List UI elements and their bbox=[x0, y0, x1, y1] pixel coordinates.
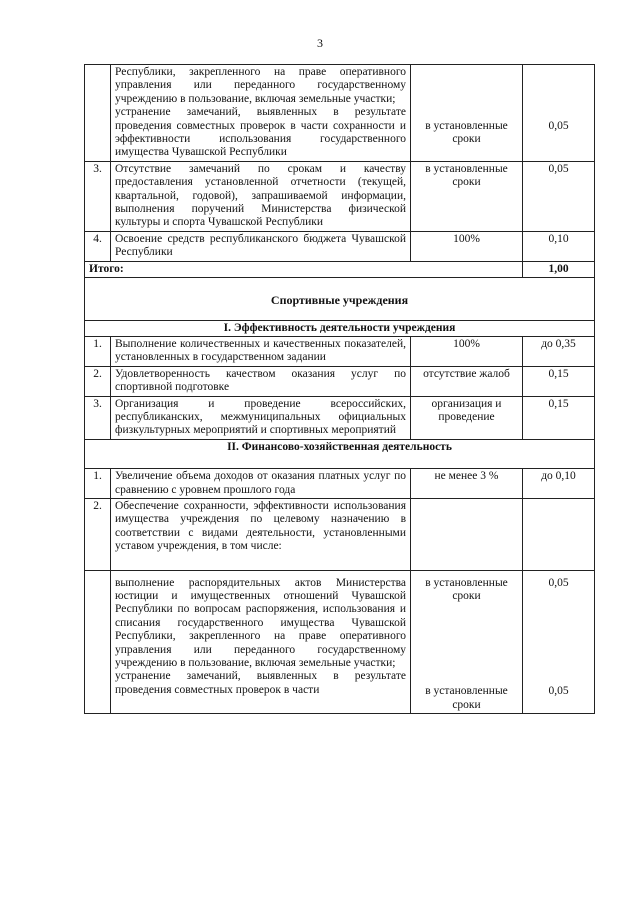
row-number: 2. bbox=[85, 498, 111, 570]
row-criterion bbox=[411, 570, 523, 714]
table-row bbox=[85, 65, 595, 162]
description-part: выполнение распорядительных актов Министерства юстиции и имущественных отношений Чувашской Республики по вопросам распоряжения, использования и списания государственного имущества Чувашской Республики, закрепленного на праве оперативного управления или переданного государственному учреждению в пользование, включая земельные участки; bbox=[115, 576, 406, 670]
weight-text: 0,05 bbox=[548, 576, 569, 589]
section-title-finance: II. Финансово-хозяйственная деятельность bbox=[85, 439, 595, 468]
row-description: Увеличение объема доходов от оказания платных услуг по сравнению с уровнем прошлого года bbox=[111, 469, 411, 499]
row-description: Организация и проведение всероссийских, республиканских, межмуниципальных официальных физкультурных мероприятий и спортивных мероприятий bbox=[111, 396, 411, 439]
section-heading-row bbox=[85, 278, 595, 320]
description-part: устранение замечаний, выявленных в результате проведения совместных проверок в части bbox=[115, 670, 406, 696]
table-row bbox=[85, 498, 595, 570]
row-criterion: не менее 3 % bbox=[411, 469, 523, 499]
total-value: 1,00 bbox=[523, 261, 595, 277]
row-description bbox=[111, 570, 411, 714]
row-description: Освоение средств республиканского бюджета Чувашской Республики bbox=[111, 231, 411, 261]
table-row bbox=[85, 161, 595, 231]
row-criterion: 100% bbox=[411, 231, 523, 261]
weight-text: 0,05 bbox=[548, 685, 569, 697]
criterion-text: в установленные сроки bbox=[425, 120, 508, 146]
row-weight: до 0,35 bbox=[523, 336, 595, 366]
row-number: 3. bbox=[85, 396, 111, 439]
row-number: 1. bbox=[85, 469, 111, 499]
table-row bbox=[85, 336, 595, 366]
description-part: устранение замечаний, выявленных в результате проведения совместных проверок в части сохранности и эффективности использования государственного имущества Чувашской Республики bbox=[115, 106, 406, 159]
row-description: Выполнение количественных и качественных показателей, установленных в государственном задании bbox=[111, 336, 411, 366]
weight-text: 0,05 bbox=[548, 120, 569, 132]
table-row bbox=[85, 231, 595, 261]
section-heading-row bbox=[85, 320, 595, 336]
row-weight: 0,10 bbox=[523, 231, 595, 261]
row-number bbox=[85, 570, 111, 714]
row-criterion: в установленные сроки bbox=[411, 161, 523, 231]
row-criterion bbox=[411, 65, 523, 162]
row-number: 1. bbox=[85, 336, 111, 366]
row-number: 4. bbox=[85, 231, 111, 261]
table-row bbox=[85, 469, 595, 499]
row-criterion: 100% bbox=[411, 336, 523, 366]
row-weight bbox=[523, 65, 595, 162]
row-weight: 0,15 bbox=[523, 366, 595, 396]
row-weight: 0,15 bbox=[523, 396, 595, 439]
row-weight: до 0,10 bbox=[523, 469, 595, 499]
criteria-table bbox=[84, 64, 595, 714]
row-number: 2. bbox=[85, 366, 111, 396]
row-criterion: организация и проведение bbox=[411, 396, 523, 439]
table-row bbox=[85, 396, 595, 439]
row-description bbox=[111, 65, 411, 162]
row-weight bbox=[523, 498, 595, 570]
row-number: 3. bbox=[85, 161, 111, 231]
row-description: Удовлетворенность качеством оказания услуг по спортивной подготовке bbox=[111, 366, 411, 396]
total-row bbox=[85, 261, 595, 277]
row-description: Отсутствие замечаний по срокам и качеству предоставления установленной отчетности (текущей, квартальной, годовой), запрашиваемой информации, выполнения поручений Министерства физической культуры и спорта Чувашской Республики bbox=[111, 161, 411, 231]
description-part: Республики, закрепленного на праве оперативного управления или переданного государственному учреждению в пользование, включая земельные участки; bbox=[115, 66, 406, 105]
section-title-sport: Спортивные учреждения bbox=[85, 278, 595, 320]
row-weight: 0,05 bbox=[523, 161, 595, 231]
row-criterion bbox=[411, 498, 523, 570]
total-label: Итого: bbox=[85, 261, 523, 277]
row-number bbox=[85, 65, 111, 162]
section-heading-row bbox=[85, 439, 595, 468]
page-number: 3 bbox=[317, 36, 323, 50]
row-criterion: отсутствие жалоб bbox=[411, 366, 523, 396]
row-weight bbox=[523, 570, 595, 714]
section-title-efficiency: I. Эффективность деятельности учреждения bbox=[85, 320, 595, 336]
table-row bbox=[85, 366, 595, 396]
row-description: Обеспечение сохранности, эффективности использования имущества учреждения по целевому назначению в соответствии с видами деятельности, установленными уставом учреждения, в том числе: bbox=[111, 498, 411, 570]
table-row bbox=[85, 570, 595, 714]
criterion-text: в установленные сроки bbox=[425, 685, 508, 711]
criterion-text: в установленные сроки bbox=[425, 576, 508, 602]
